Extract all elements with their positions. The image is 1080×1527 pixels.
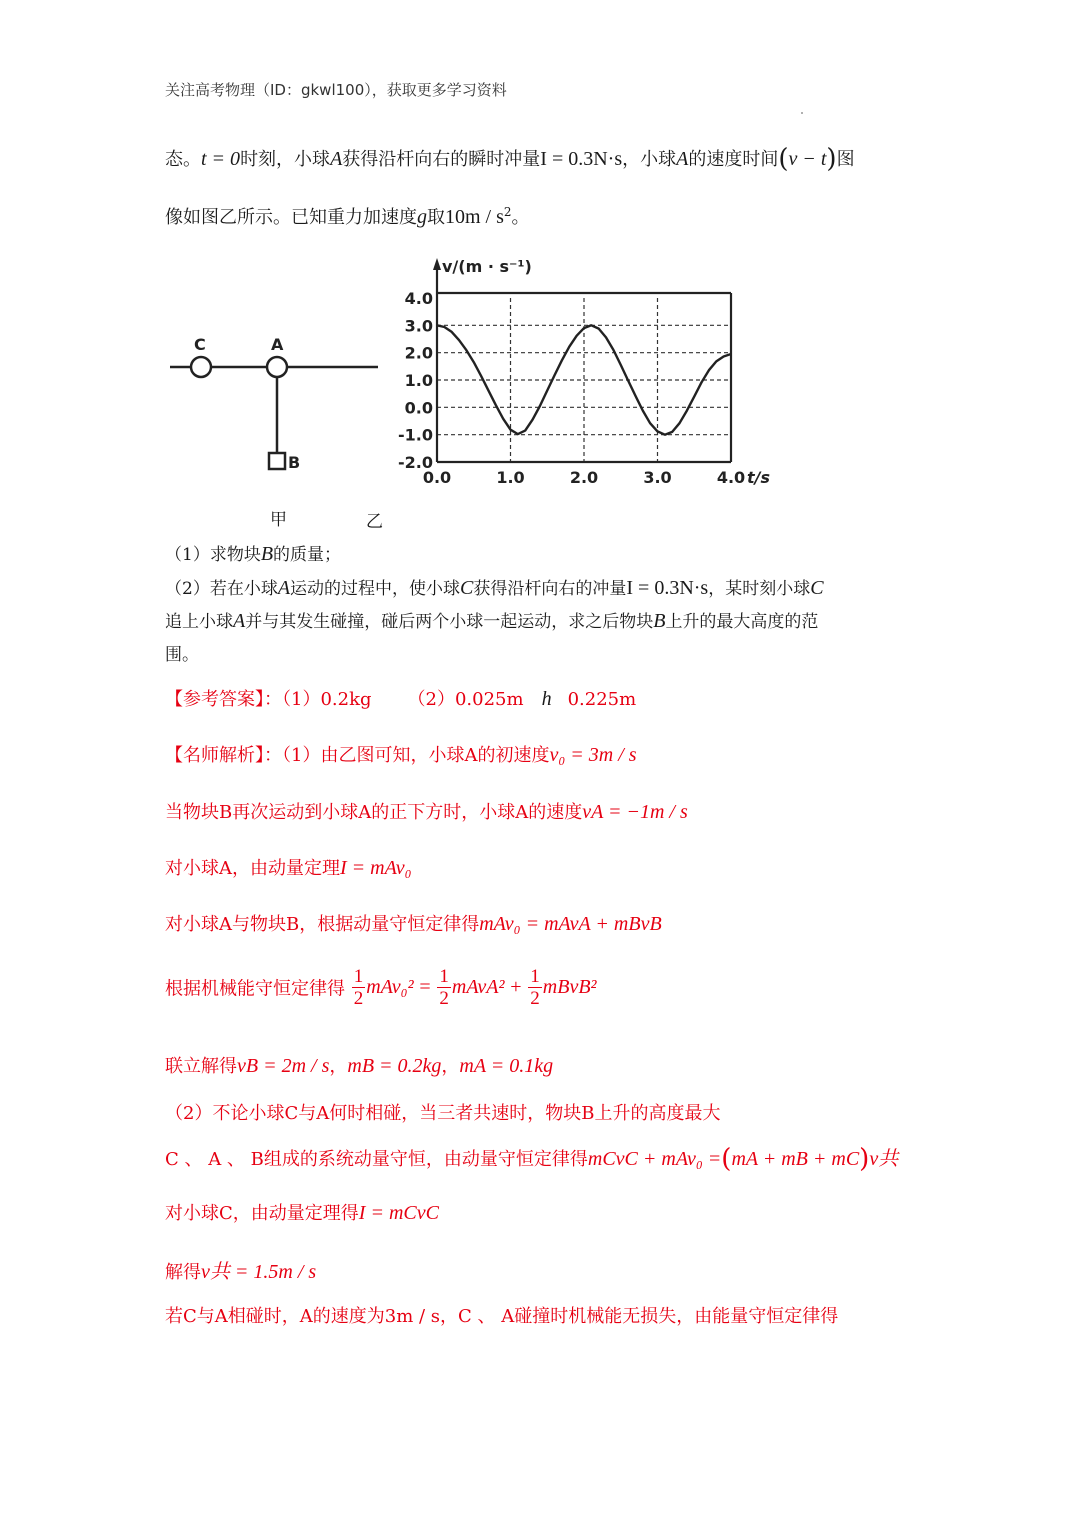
y-tick-label: 2.0: [404, 343, 433, 363]
caption-yi: 乙: [366, 512, 383, 532]
fraction-half: $\frac{1}{2}$: [439, 966, 449, 1009]
question-1: （1）求物块B的质量；: [165, 543, 342, 565]
intro-line-2: 像如图乙所示。已知重力加速度g取$10m / s^2$。: [165, 205, 530, 228]
fraction-half: $\frac{1}{2}$: [353, 966, 364, 1009]
caption-jia: 甲: [270, 510, 287, 530]
y-tick-label: 1.0: [404, 371, 433, 390]
question-2-line-1: （2）若在小球A运动的过程中，使小球C获得沿杆向右的冲量I = 0.3N·s，某时刻小球C: [165, 577, 824, 599]
analysis-line-11: 若C与A相碰时，A的速度为3m / s，C 、 A碰撞时机械能无损失，由能量守恒定律得: [165, 1306, 839, 1327]
analysis-line-1: 【名师解析】：（1）由乙图可知，小球A的初速度v₀ = 3m / s: [165, 744, 637, 766]
question-2-line-2: 追上小球A并与其发生碰撞，碰后两个小球一起运动，求之后物块B上升的最大高度的范: [165, 610, 819, 632]
analysis-line-7: （2）不论小球C与A何时相碰，当三者共速时，物块B上升的高度最大: [165, 1103, 721, 1124]
analysis-line-10: 解得v共 = 1.5m / s: [165, 1261, 317, 1283]
analysis-line-3: 对小球A，由动量定理I = mAv₀: [165, 857, 412, 879]
analysis-line-8: C 、 A 、 B组成的系统动量守恒，由动量守恒定律得mCvC + mAv₀ =(mA + mB + mC)v共: [165, 1144, 899, 1174]
x-axis-label: t/s: [747, 468, 771, 487]
reference-answer: 【参考答案】：（1）0.2kg （2）0.025m h 0.225m: [165, 688, 637, 710]
x-tick-label: 1.0: [496, 468, 525, 487]
figure-yi-vt-chart: [390, 250, 790, 490]
analysis-line-9: 对小球C，由动量定理得I = mCvC: [165, 1202, 439, 1224]
y-tick-label: -2.0: [398, 453, 433, 472]
y-axis-label: v/(m · s⁻¹): [442, 257, 532, 276]
label-b: B: [288, 453, 301, 472]
y-tick-label: 0.0: [404, 398, 433, 418]
question-2-line-3: 围。: [165, 645, 199, 665]
y-axis-arrow: [433, 258, 441, 270]
x-tick-label: 3.0: [643, 468, 672, 487]
y-tick-label: 3.0: [404, 316, 433, 336]
figure-jia: [160, 325, 390, 485]
y-tick-label: -1.0: [398, 425, 433, 445]
y-tick-label: 4.0: [404, 289, 433, 308]
x-tick-label: 0.0: [422, 468, 452, 487]
intro-line-1: 态。t = 0时刻，小球A获得沿杆向右的瞬时冲量I = 0.3N·s，小球A的速度时间(v − t)图: [165, 144, 855, 174]
decorative-dot: [801, 112, 803, 114]
analysis-line-5: 根据机械能守恒定律得 $\frac{1}{2}$ mAv₀² = $\frac{1}{2}$ mAvA² + $\frac{1}{2}$ mBvB²: [165, 966, 597, 1009]
page-header: 关注高考物理（ID：gkwl100），获取更多学习资料: [165, 81, 507, 99]
label-c: C: [194, 335, 206, 354]
block-b: [269, 453, 285, 469]
ball-a: [267, 357, 287, 377]
x-tick-label: 4.0: [716, 468, 746, 487]
analysis-line-2: 当物块B再次运动到小球A的正下方时，小球A的速度vA = −1m / s: [165, 801, 688, 823]
fraction-half: $\frac{1}{2}$: [530, 966, 540, 1009]
ball-c: [191, 357, 211, 377]
x-tick-label: 2.0: [569, 468, 599, 487]
analysis-line-4: 对小球A与物块B，根据动量守恒定律得mAv₀ = mAvA + mBvB: [165, 913, 662, 935]
label-a: A: [271, 335, 284, 354]
analysis-line-6: 联立解得vB = 2m / s，mB = 0.2kg，mA = 0.1kg: [165, 1055, 554, 1077]
